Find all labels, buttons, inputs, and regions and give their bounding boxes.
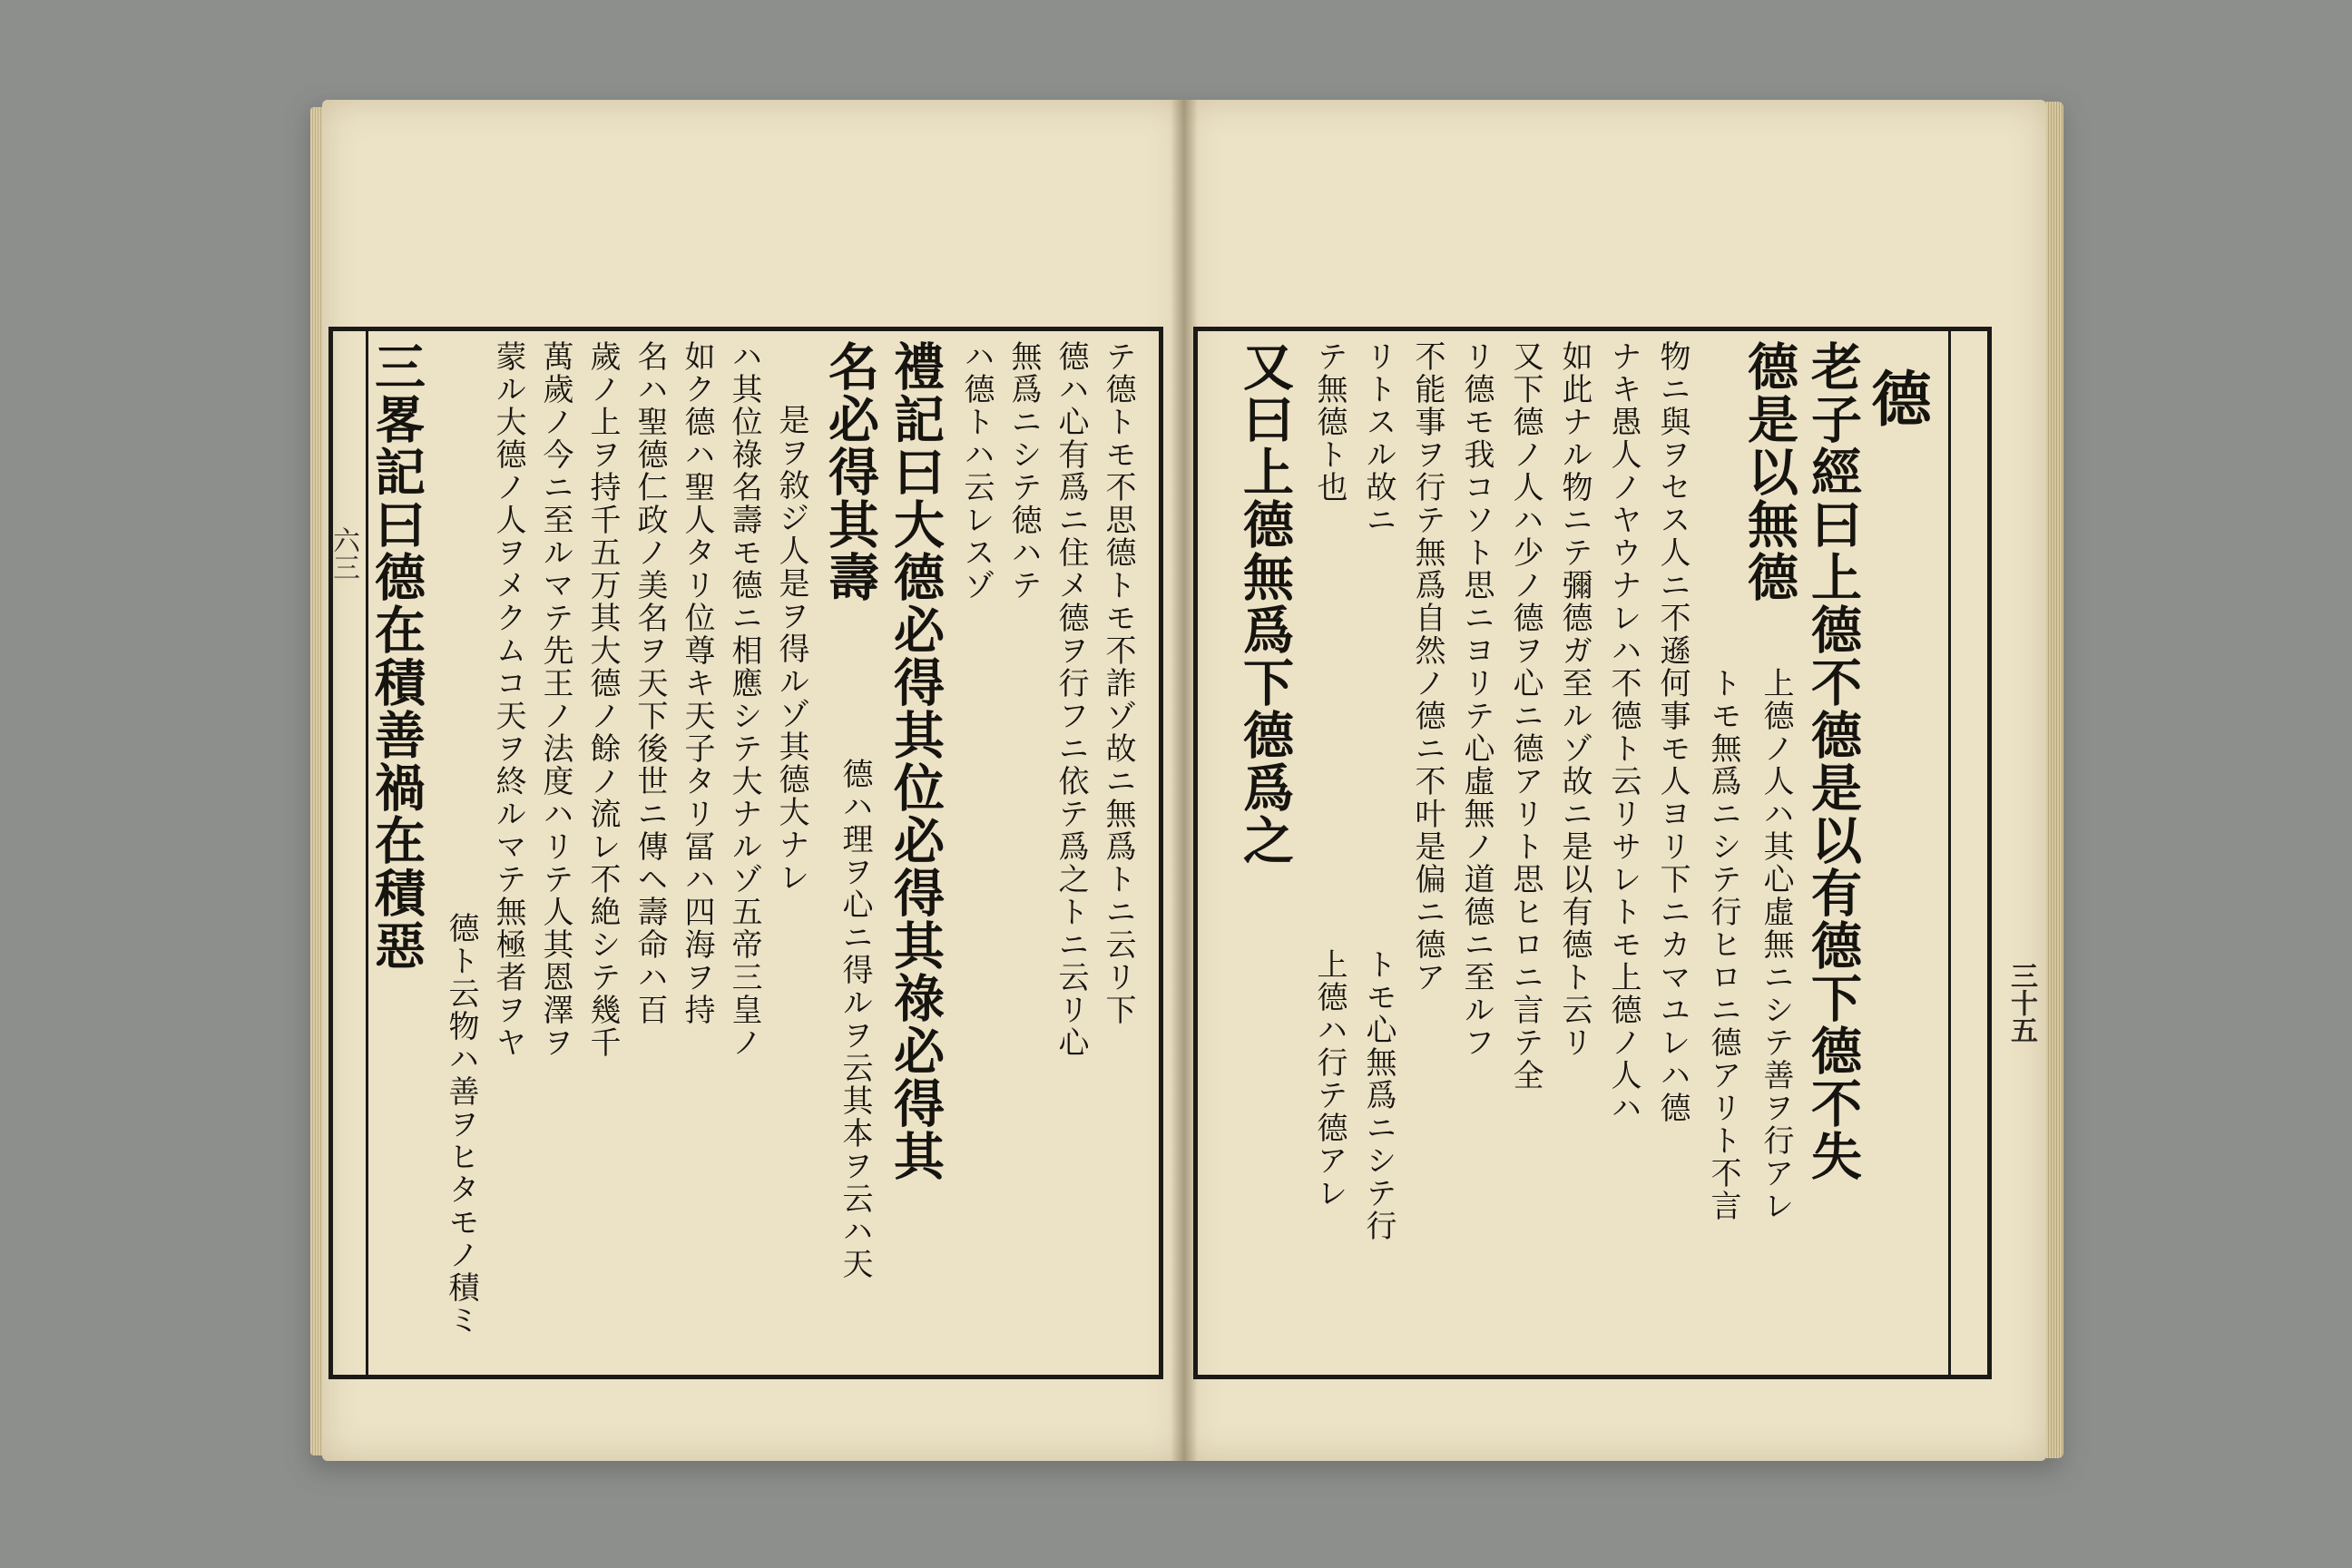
text-column: トモ心無爲ニシテ行 [1360,948,1396,1242]
text-column: 歲ノ上ヲ持千五万其大德ノ餘ノ流レ不絶シテ幾千 [584,340,621,1059]
text-column: リ德モ我コソト思ニヨリテ心虛無ノ道德ニ至ルフ [1458,340,1494,1059]
text-column: 如ク德ハ聖人タリ位尊キ天子タリ冨ハ四海ヲ持 [679,340,715,1026]
text-column: 不能事ヲ行テ無爲自然ノ德ニ不叶是偏ニ德ア [1409,340,1446,994]
text-column: 禮記曰大德必得其位必得其祿必得其 [886,340,946,1182]
text-column: 德ハ理ヲ心ニ得ルヲ云其本ヲ云ハ天 [837,758,873,1280]
right-text-frame [1193,327,1992,1379]
text-column: テ無德ト也 [1311,340,1348,504]
left-text-frame [328,327,1163,1379]
text-column: ハ其位祿名壽モ德ニ相應シテ大ナルゾ五帝三皇ノ [726,340,762,1059]
text-column: 名ハ聖德仁政ノ美名ヲ天下後世ニ傳ヘ壽命ハ百 [632,340,668,1026]
text-column: 上德ハ行テ德アレ [1311,948,1348,1210]
text-column: 老子經曰上德不德是以有德下德不失 [1803,340,1863,1182]
text-column: 德ト云物ハ善ヲヒタモノ積ミ [443,912,479,1337]
text-column: 三畧記曰德在積善禍在積惡 [367,340,426,972]
text-column: 無爲ニシテ徳ハテ [1005,340,1042,602]
text-column: 德ハ心有爲ニ住メ德ヲ行フニ依テ爲之トニ云リ心 [1053,340,1089,1059]
text-column: 又曰上德無爲下德爲之 [1235,340,1295,867]
text-column: テ德トモ不思德トモ不詐ゾ故ニ無爲トニ云リ下 [1100,340,1136,1026]
text-column: 德是以無德 [1740,340,1799,603]
text-column: 萬歲ノ今ニ至ルマテ先王ノ法度ハリテ人其恩澤ヲ [537,340,573,1059]
text-column: リトスル故ニ [1360,340,1396,536]
page-edges-right [2043,102,2063,1458]
text-column: ナキ愚人ノヤウナレハ不德ト云リサレトモ上德ノ人ハ [1605,340,1642,1124]
text-column: トモ無爲ニシテ行ヒロニ德アリト不言 [1705,667,1741,1222]
text-column: 名必得其壽 [820,340,880,603]
text-column: 上德ノ人ハ其心虛無ニシテ善ヲ行アレ [1758,667,1794,1222]
text-column: 如此ナル物ニテ彌德ガ至ルゾ故ニ是以有德ト云リ [1556,340,1592,1059]
text-column: ハ德トハ云レスゾ [958,340,995,602]
right-folio: 三十五 [2005,962,2037,1044]
right-inner-rule [1948,331,1951,1375]
text-column: 物ニ與ヲセス人ニ不遜何事モ人ヨリ下ニカマユレハ德 [1654,340,1690,1124]
text-column: 又下德ノ人ハ少ノ德ヲ心ニ德アリト思ヒロニ言テ全 [1507,340,1544,1092]
section-heading: 德 [1861,368,1932,429]
left-folio: 六三 [328,526,359,581]
text-column: 是ヲ敘ジ人是ヲ得ルゾ其德大ナレ [773,404,809,894]
text-column: 蒙ル大德ノ人ヲメクムコ天ヲ終ルマテ無極者ヲヤ [490,340,526,1059]
